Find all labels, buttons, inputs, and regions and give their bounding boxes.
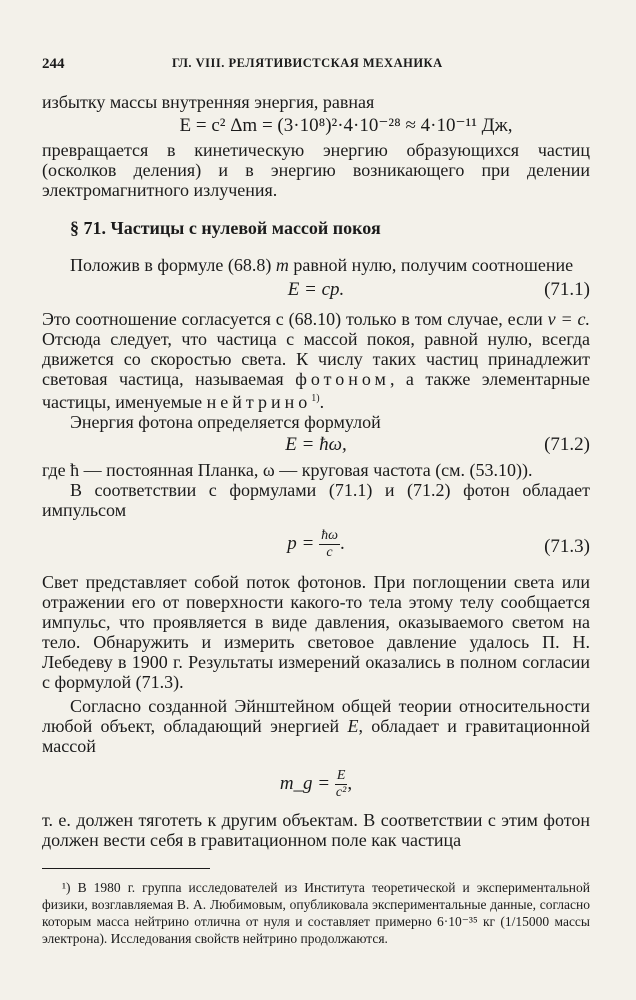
fraction-denominator: c — [326, 545, 333, 560]
paragraph-4 — [42, 309, 590, 412]
paragraph-2: превращается в кинетическую энергию образующихся частиц (осколков деления) и в энергию возникающего при делении электромагнитного излучения. — [42, 140, 590, 200]
p4-end: . — [319, 392, 325, 412]
paragraph-7: В соответствии с формулами (71.1) и (71.2) фотон обладает импульсом — [42, 480, 590, 520]
footnote — [42, 879, 590, 947]
formula-71-2 — [42, 434, 590, 460]
p3-text-b: равной нулю, получим соотношение — [293, 255, 574, 275]
page-header — [42, 50, 590, 78]
formula-mg-end: , — [347, 772, 353, 794]
paragraph-3 — [42, 255, 590, 275]
formula-mg — [42, 760, 590, 810]
formula-71-1-text: E = cp. — [287, 279, 345, 300]
formula-energy — [42, 114, 590, 140]
formula-71-3-end: . — [339, 532, 345, 554]
p4-text-c: , а также элементарные частицы, именуемые — [42, 369, 590, 412]
section-title: § 71. Частицы с нулевой массой покоя — [70, 218, 381, 238]
formula-71-3 — [42, 522, 590, 572]
p4-text-a: Это соотношение согласуется с (68.10) только в том случае, если — [42, 309, 543, 329]
formula-mg-lhs: m_g = — [279, 772, 331, 794]
footnote-text: В 1980 г. группа исследователей из Института теоретической и экспериментальной физики, возглавляемая В. А. Любимовым, опубликовала экспериментальные данные, согласно которым масса нейтрино отлична от нуля и составляет примерно 6·10⁻³⁵ кг (1/15000 массы электрона). Исследования свойств нейтрино продолжаются. — [42, 880, 590, 946]
p9-text-a: Согласно созданной Эйнштейном общей теории относительности любой объект, обладающий энергией — [42, 696, 590, 736]
p9-text-b: , обладает и гравитационной массой — [42, 716, 590, 756]
fraction-hbar-omega-over-c — [319, 528, 340, 561]
p9-variable: E — [347, 716, 359, 736]
formula-71-3-body — [42, 528, 590, 561]
running-head: ГЛ. VIII. РЕЛЯТИВИСТСКАЯ МЕХАНИКА — [172, 56, 443, 70]
neutrino-term: нейтрино — [206, 392, 312, 412]
formula-energy-text: E = c² Δm = (3·10⁸)²·4·10⁻²⁸ ≈ 4·10⁻¹¹ Дж, — [179, 115, 513, 136]
footnote-divider — [42, 868, 210, 869]
fraction-e-over-c2 — [335, 768, 348, 801]
equation-number-71-1: (71.1) — [544, 279, 590, 300]
equation-number-71-2: (71.2) — [544, 434, 590, 455]
footnote-number: ¹) — [62, 880, 71, 895]
paragraph-8: Свет представляет собой поток фотонов. При поглощении света или отражении его от поверхности какого-то тела этому телу сообщается импульс, что проявляется в виде давления, оказываемого светом на тело. Обнаружить и измерить световое давление удалось П. Н. Лебедеву в 1900 г. Результаты измерений оказались в полном согласии с формулой (71.3). — [42, 572, 590, 692]
page-number: 244 — [42, 56, 65, 72]
fraction-numerator: ħω — [321, 528, 338, 543]
photon-term: фотоном — [295, 369, 390, 389]
book-page — [42, 50, 590, 947]
p3-text-a: Положив в формуле (68.8) — [70, 255, 272, 275]
p4-variable: v = c. — [547, 309, 590, 329]
equation-number-71-3: (71.3) — [544, 536, 590, 557]
formula-71-2-text: E = ħω, — [285, 434, 347, 455]
p3-variable: m — [275, 255, 289, 275]
fraction-mg-numerator: E — [336, 768, 346, 783]
paragraph-9 — [42, 696, 590, 756]
footnote-marker: 1) — [311, 393, 320, 404]
p4-text-b: Отсюда следует, что частица с массой покоя, равной нулю, всегда движется со скоростью света. К числу таких частиц принадлежит световая частица, называемая — [42, 329, 590, 389]
fraction-mg-denominator: c² — [335, 785, 347, 800]
paragraph-5: Энергия фотона определяется формулой — [70, 412, 381, 432]
formula-71-3-lhs: p = — [287, 532, 315, 554]
paragraph-1: избытку массы внутренняя энергия, равная — [42, 92, 375, 112]
formula-71-1 — [42, 279, 590, 305]
paragraph-10: т. е. должен тяготеть к другим объектам. В соответствии с этим фотон должен вести себя в гравитационном поле как частица — [42, 810, 590, 850]
formula-mg-body — [42, 768, 590, 801]
paragraph-6: где ħ — постоянная Планка, ω — круговая частота (см. (53.10)). — [42, 460, 533, 480]
